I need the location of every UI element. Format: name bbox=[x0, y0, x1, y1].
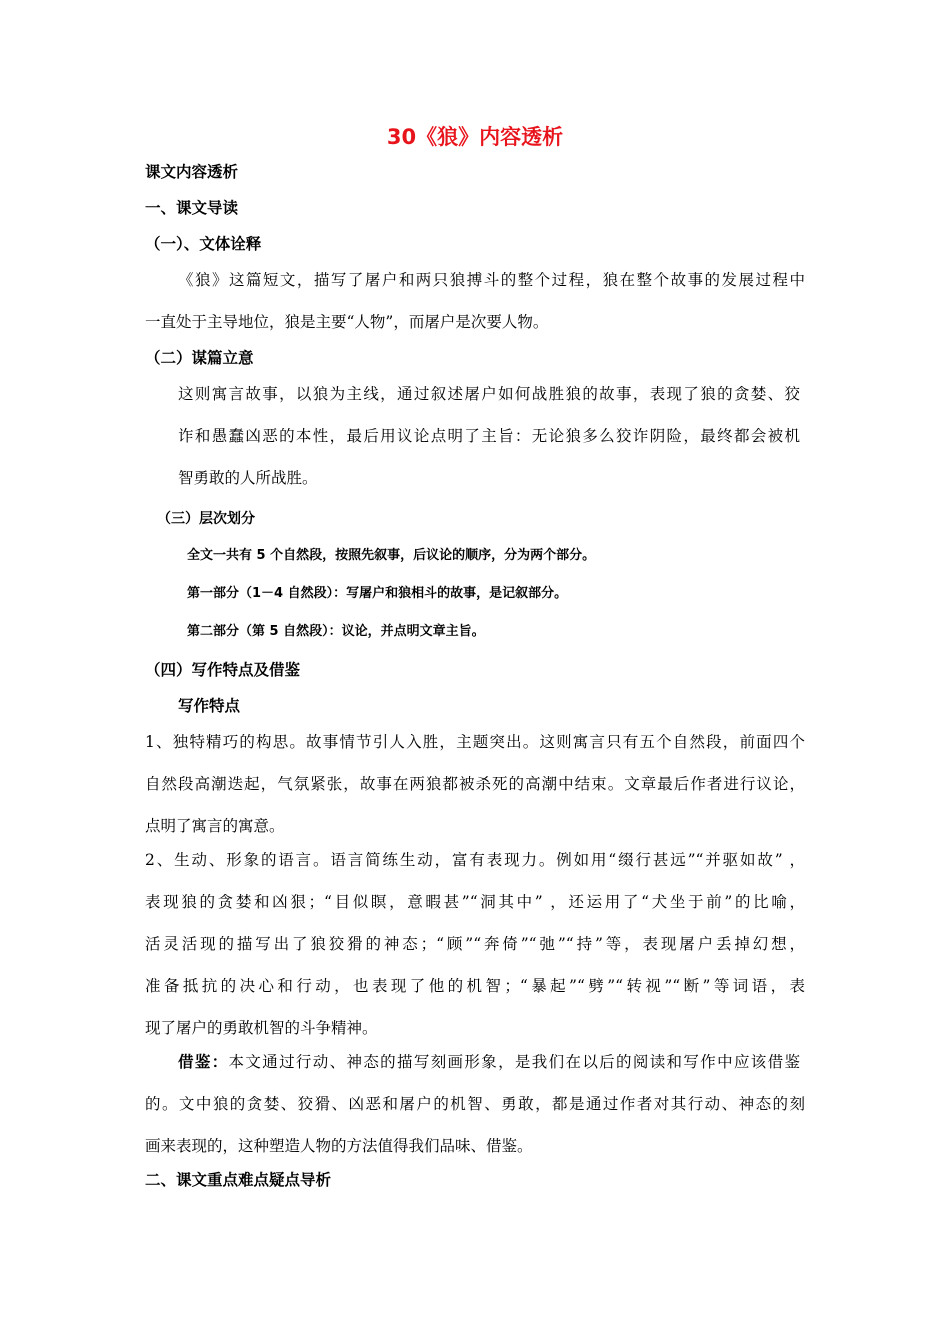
paragraph-line: 现了屠户的勇敢机智的斗争精神。 bbox=[145, 1019, 378, 1037]
paragraph-line: 画来表现的，这种塑造人物的方法值得我们品味、借鉴。 bbox=[145, 1137, 533, 1155]
paragraph-line: 一直处于主导地位，狼是主要“人物”，而屠户是次要人物。 bbox=[145, 313, 549, 331]
paragraph-line: 智勇敢的人所战胜。 bbox=[178, 469, 318, 487]
paragraph-line: 《狼》这篇短文，描写了屠户和两只狼搏斗的整个过程，狼在整个故事的发展过程中 bbox=[178, 271, 805, 289]
jiejian-first-line bbox=[178, 1050, 800, 1074]
paragraph-line: 这则寓言故事，以狼为主线，通过叙述屠户如何战胜狼的故事，表现了狼的贪婪、狡 bbox=[178, 385, 800, 403]
section-heading-main: 课文内容透析 bbox=[145, 163, 239, 181]
paragraph-line: 活灵活现的描写出了狼狡猾的神态；“顾”“奔倚”“弛”“持”等，表现屠户丢掉幻想， bbox=[145, 935, 805, 953]
structure-line: 第一部分（1－4 自然段）：写屠户和狼相斗的故事，是记叙部分。 bbox=[187, 586, 568, 601]
paragraph-line: 准备抵抗的决心和行动，也表现了他的机智；“暴起”“劈”“转视”“断”等词语，表 bbox=[145, 977, 805, 995]
paragraph-line: 自然段高潮迭起，气氛紧张，故事在两狼都被杀死的高潮中结束。文章最后作者进行议论， bbox=[145, 775, 805, 793]
paragraph-line: 诈和愚蠢凶恶的本性，最后用议论点明了主旨：无论狼多么狡诈阴险，最终都会被机 bbox=[178, 427, 800, 445]
paragraph-line: 表现狼的贪婪和凶狠；“目似瞑，意暇甚”“洞其中” ，还运用了“犬坐于前”的比喻， bbox=[145, 893, 805, 911]
part1-heading: 一、课文导读 bbox=[145, 199, 239, 217]
features-heading: 写作特点 bbox=[178, 697, 241, 715]
sub1-heading: （一）、文体诠释 bbox=[145, 235, 262, 253]
jiejian-label: 借鉴： bbox=[178, 1053, 229, 1071]
structure-line: 全文一共有 5 个自然段，按照先叙事，后议论的顺序，分为两个部分。 bbox=[187, 548, 596, 563]
paragraph-line: 点明了寓言的寓意。 bbox=[145, 817, 285, 835]
jiejian-text: 本文通过行动、神态的描写刻画形象，是我们在以后的阅读和写作中应该借鉴 bbox=[228, 1053, 800, 1071]
paragraph-line: 2、生动、形象的语言。语言简练生动，富有表现力。例如用“缀行甚远”“并驱如故” ， bbox=[145, 851, 805, 869]
page-title: 30《狼》内容透析 bbox=[386, 125, 564, 149]
structure-line: 第二部分（第 5 自然段）：议论，并点明文章主旨。 bbox=[187, 624, 485, 639]
paragraph-line: 的。文中狼的贪婪、狡猾、凶恶和屠户的机智、勇敢，都是通过作者对其行动、神态的刻 bbox=[145, 1095, 805, 1113]
sub4-heading: （四）写作特点及借鉴 bbox=[145, 661, 301, 679]
part2-heading: 二、课文重点难点疑点导析 bbox=[145, 1171, 332, 1189]
sub3-heading: （三）层次划分 bbox=[157, 511, 255, 527]
sub2-heading: （二）谋篇立意 bbox=[145, 349, 254, 367]
paragraph-line: 1、独特精巧的构思。故事情节引人入胜，主题突出。这则寓言只有五个自然段，前面四个 bbox=[145, 733, 805, 751]
